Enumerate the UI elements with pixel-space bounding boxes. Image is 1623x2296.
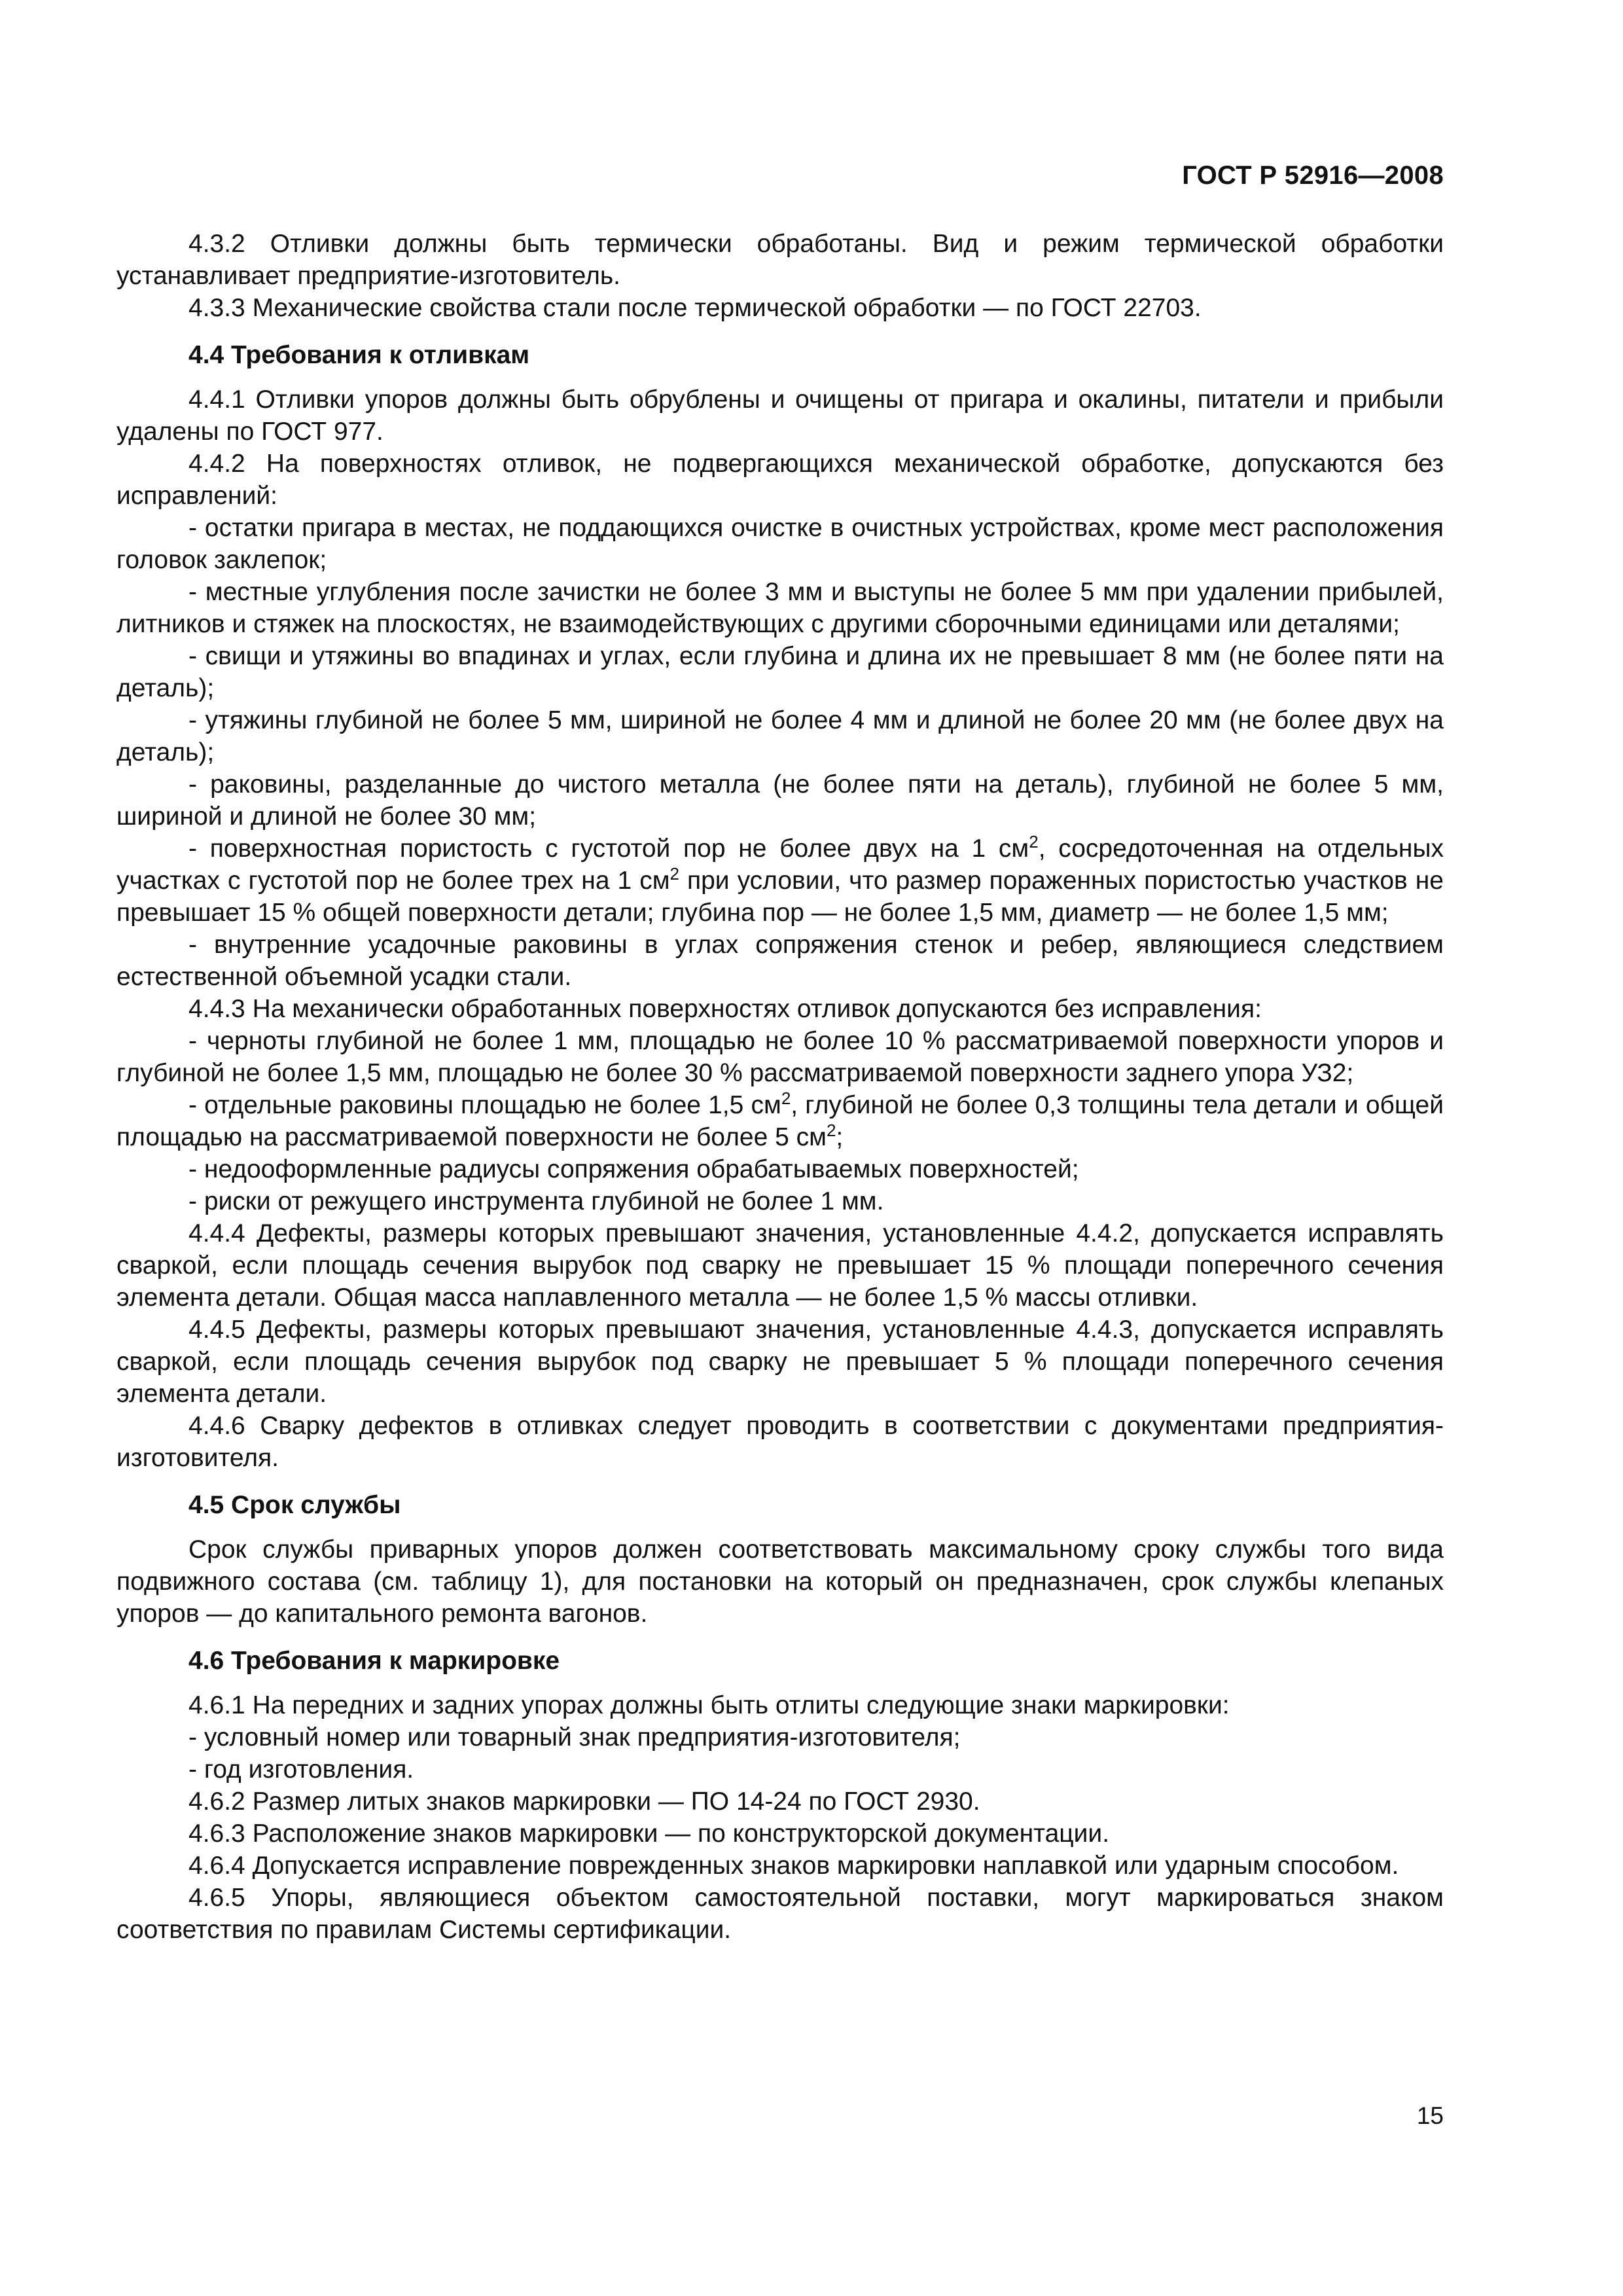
document-code-header: ГОСТ Р 52916—2008 [1182,161,1444,190]
section-heading: 4.4 Требования к отливкам [188,341,530,369]
paragraph: - местные углубления после зачистки не более 3 мм и выступы не более 5 мм при удалении прибылей, литников и стяжек на плоскостях, не взаимодействующих с другими сборочными единицами или деталями; [116,578,1444,638]
section-heading: 4.5 Срок службы [188,1491,401,1519]
paragraph: - риски от режущего инструмента глубиной не более 1 мм. [188,1187,884,1215]
paragraph: - отдельные раковины площадью не более 1,5 $см^2$, глубиной не более 0,3 толщины тела детали и общей площадью на рассматриваемой поверхности не более 5 $см^2$; [116,1088,1444,1151]
document-body [116,228,1444,1946]
paragraph: 4.4.3 На механически обработанных поверхностях отливок допускаются без исправления: [188,995,1262,1023]
paragraph: 4.6.4 Допускается исправление поврежденных знаков маркировки наплавкой или ударным способом. [188,1852,1399,1880]
paragraph: - недооформленные радиусы сопряжения обрабатываемых поверхностей; [188,1155,1079,1183]
paragraph: 4.4.1 Отливки упоров должны быть обрублены и очищены от пригара и окалины, питатели и прибыли удалены по ГОСТ 977. [116,386,1444,446]
paragraph: - черноты глубиной не более 1 мм, площадью не более 10 % рассматриваемой поверхности упоров и глубиной не более 1,5 мм, площадью не более 30 % рассматриваемой поверхности заднего упора УЗ2; [116,1027,1444,1087]
paragraph: - остатки пригара в местах, не поддающихся очистке в очистных устройствах, кроме мест расположения головок заклепок; [116,514,1444,574]
page-number: 15 [1416,2102,1444,2129]
paragraph: Срок службы приварных упоров должен соответствовать максимальному сроку службы того вида подвижного состава (см. таблицу 1), для постановки на который он предназначен, срок службы клепаных упоров — до капитального ремонта вагонов. [116,1535,1444,1628]
paragraph: 4.6.3 Расположение знаков маркировки — по конструкторской документации. [188,1820,1110,1848]
paragraph: - свищи и утяжины во впадинах и углах, если глубина и длина их не превышает 8 мм (не более пяти на деталь); [116,642,1444,702]
paragraph: 4.6.2 Размер литых знаков маркировки — ПО 14-24 по ГОСТ 2930. [188,1787,980,1816]
paragraph: - год изготовления. [188,1755,414,1784]
paragraph: 4.3.3 Механические свойства стали после термической обработки — по ГОСТ 22703. [188,294,1202,322]
paragraph: - внутренние усадочные раковины в углах сопряжения стенок и ребер, являющиеся следствием естественной объемной усадки стали. [116,931,1444,991]
paragraph: - утяжины глубиной не более 5 мм, шириной не более 4 мм и длиной не более 20 мм (не более двух на деталь); [116,706,1444,766]
paragraph: - раковины, разделанные до чистого металла (не более пяти на деталь), глубиной не более 5 мм, шириной и длиной не более 30 мм; [116,770,1444,831]
paragraph: 4.4.2 На поверхностях отливок, не подвергающихся механической обработке, допускаются без исправлений: [116,450,1444,510]
paragraph: 4.4.6 Сварку дефектов в отливках следует проводить в соответствии с документами предприятия-изготовителя. [116,1412,1444,1472]
paragraph: 4.3.2 Отливки должны быть термически обработаны. Вид и режим термической обработки устанавливает предприятие-изготовитель. [116,230,1444,290]
paragraph: 4.4.5 Дефекты, размеры которых превышают значения, установленные 4.4.3, допускается исправлять сваркой, если площадь сечения вырубок под сварку не превышает 5 % площади поперечного сечения элемента детали. [116,1316,1444,1408]
paragraph: 4.4.4 Дефекты, размеры которых превышают значения, установленные 4.4.2, допускается исправлять сваркой, если площадь сечения вырубок под сварку не превышает 15 % площади поперечного сечения элемента детали. Общая масса наплавленного металла — не более 1,5 % массы отливки. [116,1219,1444,1312]
paragraph: 4.6.1 На передних и задних упорах должны быть отлиты следующие знаки маркировки: [188,1691,1230,1719]
paragraph: 4.6.5 Упоры, являющиеся объектом самостоятельной поставки, могут маркироваться знаком соответствия по правилам Системы сертификации. [116,1884,1444,1944]
section-heading: 4.6 Требования к маркировке [188,1647,560,1675]
paragraph: - условный номер или товарный знак предприятия-изготовителя; [188,1723,961,1751]
paragraph: - поверхностная пористость с густотой пор не более двух на 1 $см^2$, сосредоточенная на отдельных участках с густотой пор не более трех на 1 $см^2$ при условии, что размер пораженных пористостью участков не превышает 15 % общей поверхности детали; глубина пор — не более 1,5 мм, диаметр — не более 1,5 мм; [116,832,1444,927]
